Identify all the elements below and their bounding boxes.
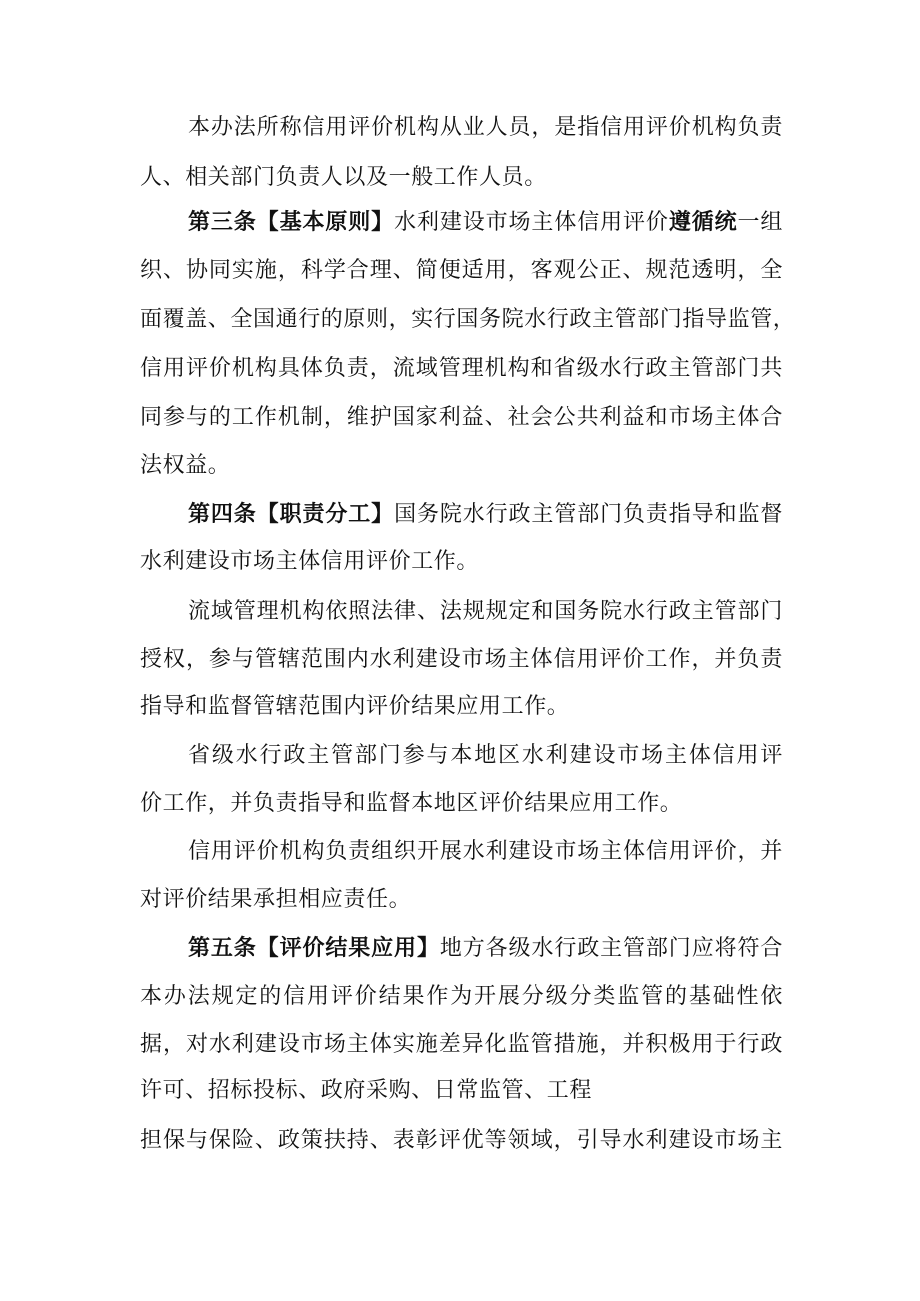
text-line: 指导和监督管辖范围内评价结果应用工作。 (140, 694, 570, 719)
text-line: 法权益。 (140, 453, 231, 478)
text-line: 本办法所称信用评价机构从业人员，是指信用评价机构负责 (188, 115, 783, 140)
article-5-heading-line: 第五条【评价结果应用】地方各级水行政主管部门应将符合 (188, 935, 783, 961)
text-line: 同参与的工作机制，维护国家利益、社会公共利益和市场主体合 (140, 405, 783, 430)
article-4-heading-line: 第四条【职责分工】国务院水行政主管部门负责指导和监督 (188, 501, 783, 527)
text-line: 授权，参与管辖范围内水利建设市场主体信用评价工作，并负责 (140, 647, 783, 672)
text-line: 面覆盖、全国通行的原则，实行国务院水行政主管部门指导监管， (140, 307, 796, 332)
text-line: 据，对水利建设市场主体实施差异化监管措施，并积极用于行政 (140, 1032, 783, 1057)
text-line: 流域管理机构依照法律、法规规定和国务院水行政主管部门 (188, 599, 783, 624)
article-5-title: 第五条【评价结果应用】 (188, 935, 440, 961)
article-3-heading-line: 第三条【基本原则】水利建设市场主体信用评价遵循统一组 (188, 209, 783, 235)
text-line: 织、协同实施，科学合理、简便适用，客观公正、规范透明，全 (140, 258, 783, 283)
text-line: 许可、招标投标、政府采购、日常监管、工程 (140, 1078, 593, 1103)
text-line: 信用评价机构具体负责，流域管理机构和省级水行政主管部门共 (140, 356, 783, 381)
text-line: 本办法规定的信用评价结果作为开展分级分类监管的基础性依 (140, 984, 783, 1009)
bold-phrase: 遵循统 (668, 209, 738, 235)
text-line: 人、相关部门负责人以及一般工作人员。 (140, 165, 547, 190)
text-line: 水利建设市场主体信用评价工作。 (140, 549, 480, 574)
article-4-title: 第四条【职责分工】 (188, 501, 395, 527)
text-line: 担保与保险、政策扶持、表彰评优等领域，引导水利建设市场主 (140, 1128, 783, 1153)
text-line: 省级水行政主管部门参与本地区水利建设市场主体信用评 (188, 743, 783, 768)
text-line: 价工作，并负责指导和监督本地区评价结果应用工作。 (140, 791, 683, 816)
article-3-title: 第三条【基本原则】 (188, 209, 395, 235)
text-line: 信用评价机构负责组织开展水利建设市场主体信用评价，并 (188, 839, 783, 864)
text-line: 对评价结果承担相应责任。 (140, 887, 412, 912)
